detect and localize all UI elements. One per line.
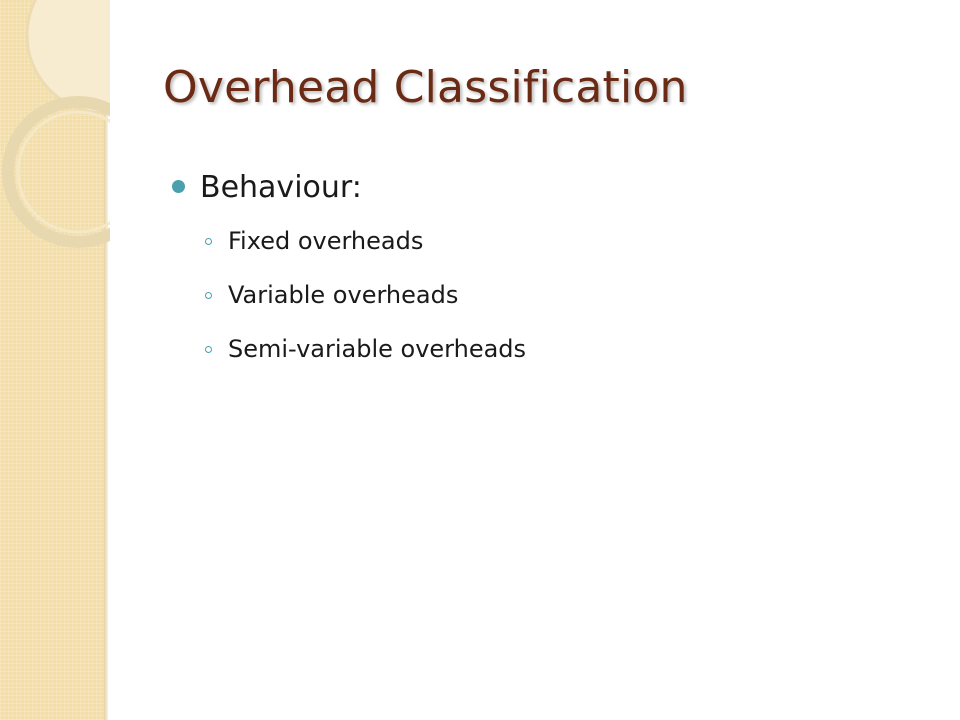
bullet-item-behaviour — [172, 162, 912, 214]
filled-circle-bullet-icon — [172, 180, 185, 193]
sub-bullet-item — [172, 268, 912, 322]
hollow-circle-bullet-icon — [205, 292, 212, 299]
sub-bullet-label: Semi-variable overheads — [228, 335, 527, 363]
sub-bullet-item — [172, 322, 912, 376]
bullet-label: Behaviour: — [200, 170, 362, 205]
slide-content — [172, 162, 912, 376]
sub-bullet-item — [172, 214, 912, 268]
decorative-circles-graphic — [0, 0, 110, 260]
hollow-circle-bullet-icon — [205, 346, 212, 353]
slide-title: Overhead Classification — [163, 62, 688, 113]
hollow-circle-bullet-icon — [205, 238, 212, 245]
sub-bullet-list — [172, 214, 912, 376]
sub-bullet-label: Variable overheads — [228, 281, 459, 309]
sub-bullet-label: Fixed overheads — [228, 227, 424, 255]
